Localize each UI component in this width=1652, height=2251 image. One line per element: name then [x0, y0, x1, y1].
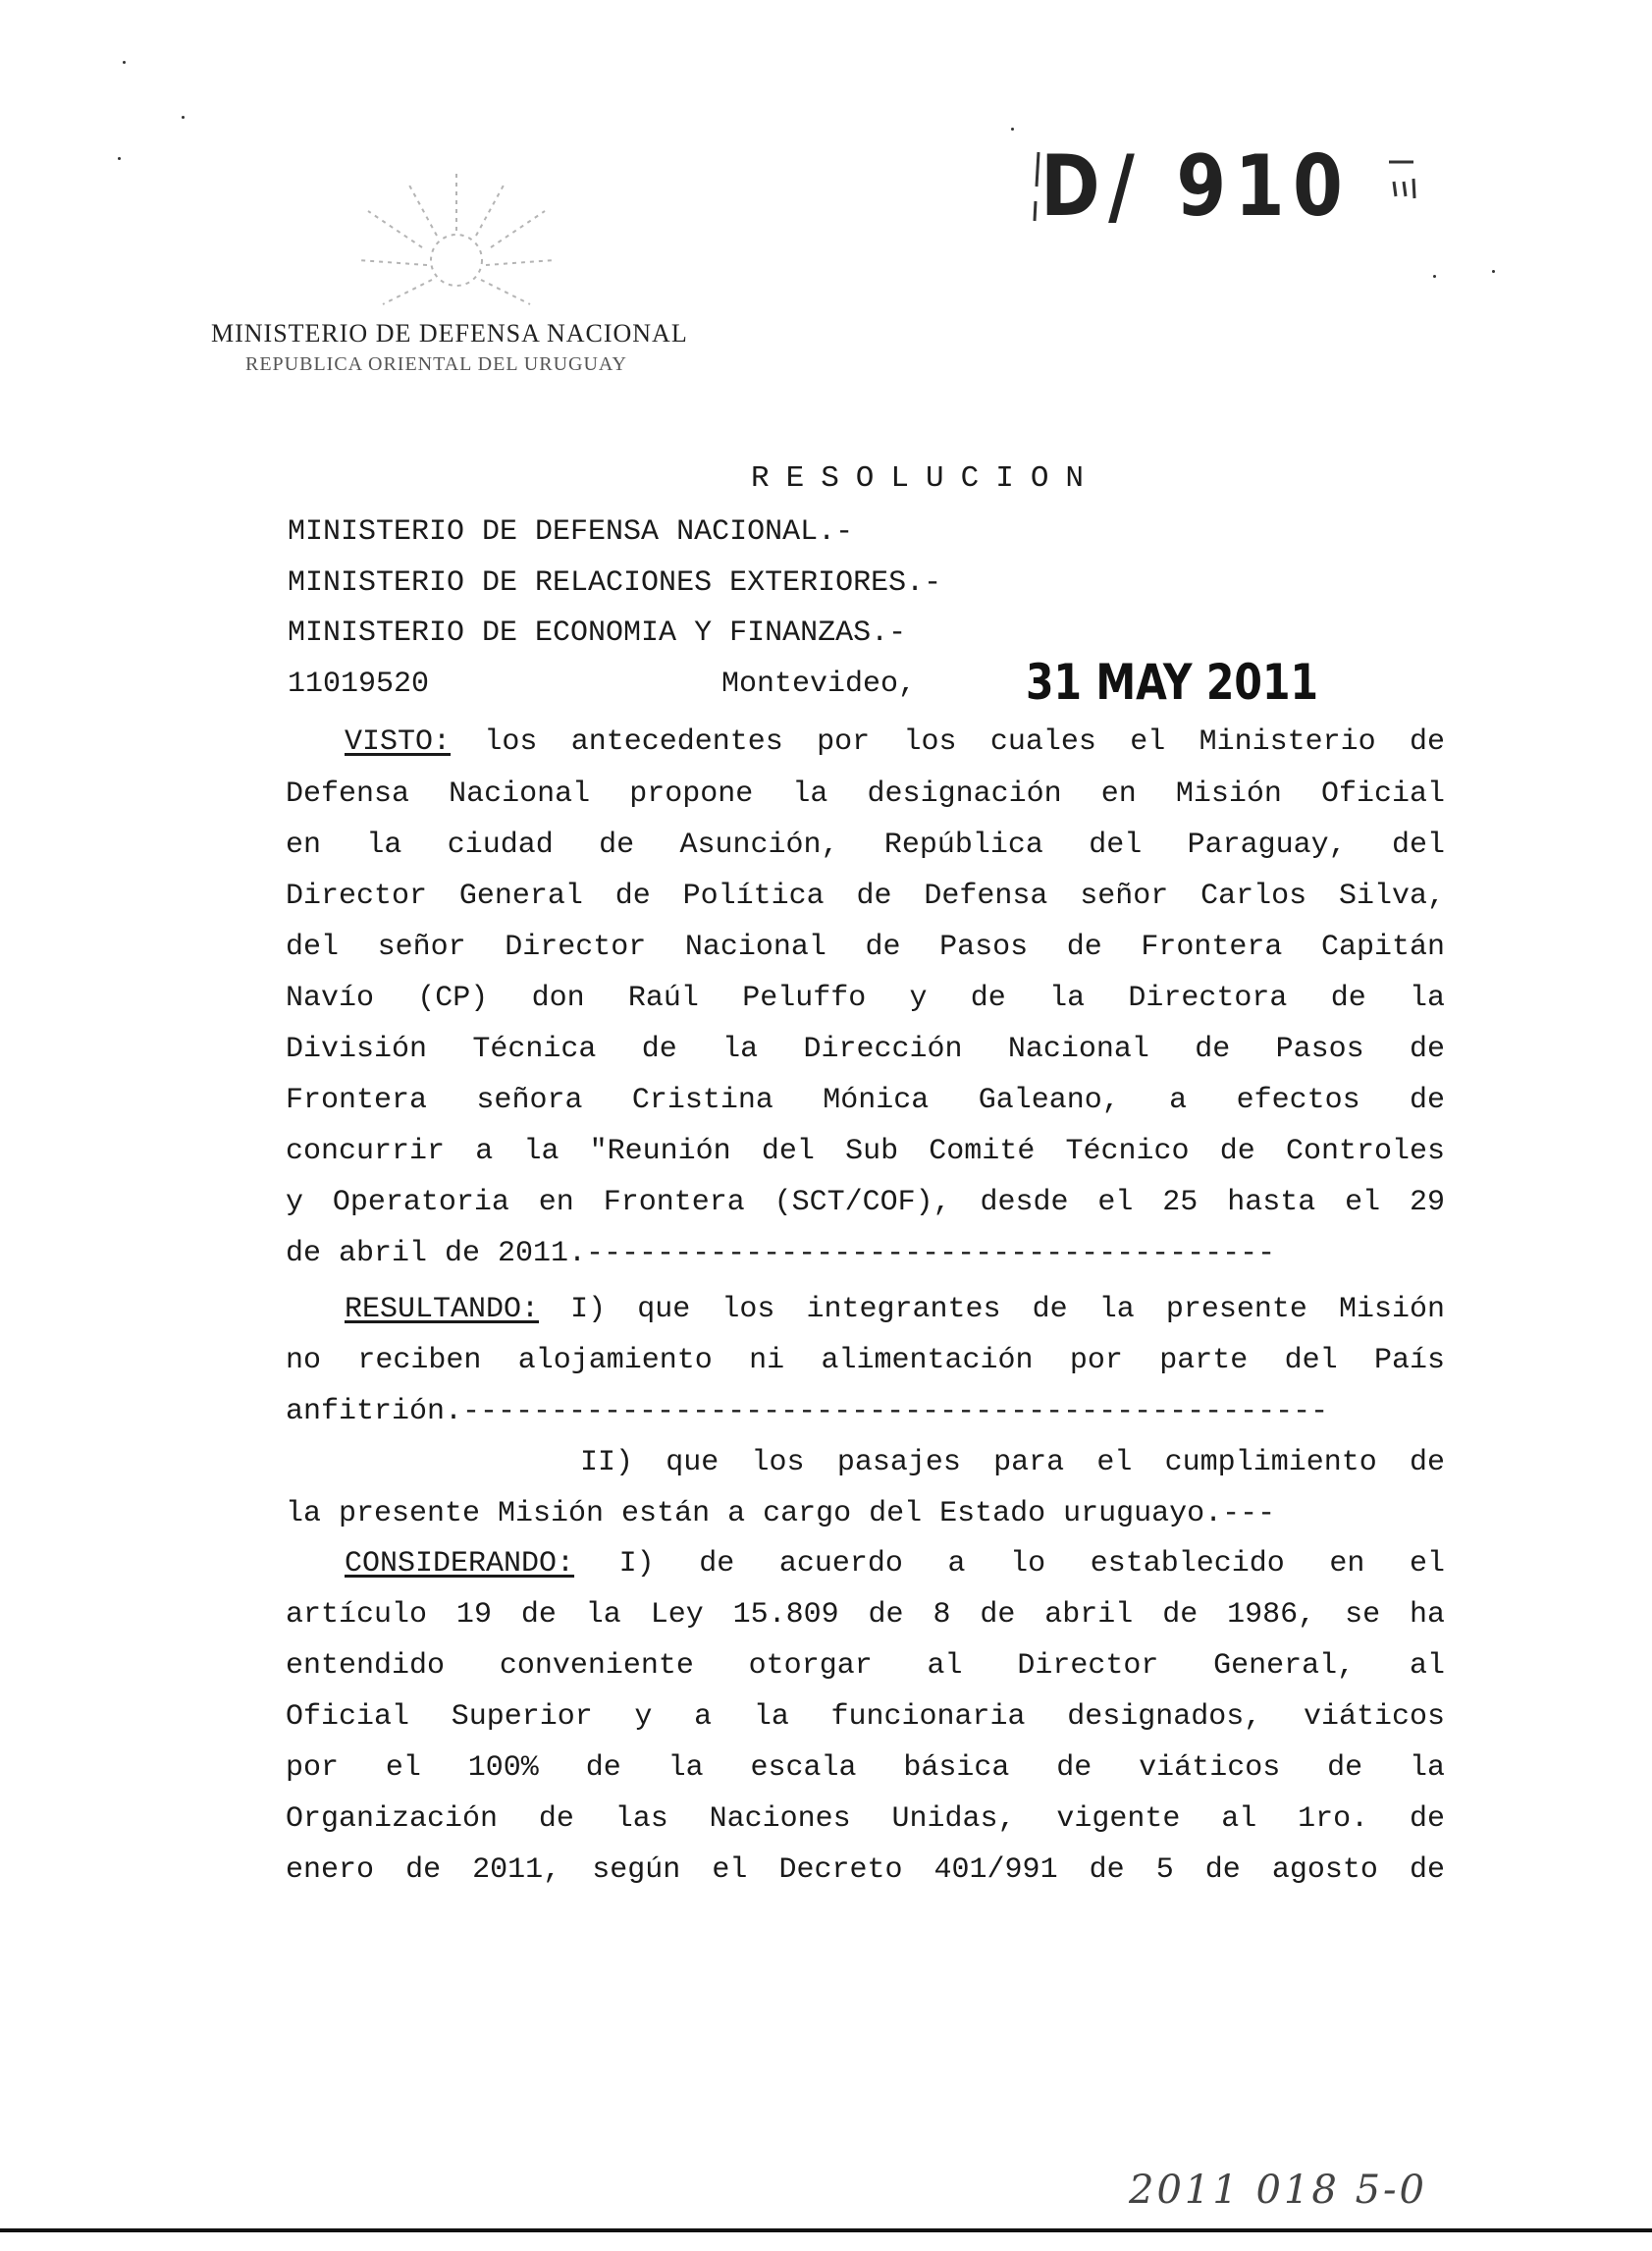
resultando-line: RESULTANDO: I) que los integrantes de la presente Misión	[345, 1293, 1445, 1326]
file-number: 11019520	[288, 668, 430, 701]
scan-speck	[123, 61, 126, 64]
resultando-line: no reciben alojamiento ni alimentación por parte del País	[286, 1344, 1445, 1377]
resultando-line: anfitrión.-------------------------------------------------	[286, 1395, 1329, 1428]
considerando-line: CONSIDERANDO: I) de acuerdo a lo establecido en el	[345, 1547, 1445, 1581]
considerando-line: artículo 19 de la Ley 15.809 de 8 de abril de 1986, se ha	[286, 1598, 1445, 1632]
resolution-stamp-number: D/ 910	[1040, 137, 1352, 236]
scan-speck	[182, 116, 185, 119]
handwritten-note: 2011 018 5-0	[1129, 2168, 1427, 2213]
ministry-line: MINISTERIO DE RELACIONES EXTERIORES.-	[288, 566, 942, 600]
visto-line: VISTO: los antecedentes por los cuales el Ministerio de	[345, 725, 1445, 759]
letterhead-ministry: MINISTERIO DE DEFENSA NACIONAL	[211, 319, 688, 348]
visto-line: y Operatoria en Frontera (SCT/COF), desde el 25 hasta el 29	[286, 1186, 1445, 1219]
sun-of-may-seal-icon	[339, 157, 574, 314]
visto-line: en la ciudad de Asunción, República del Paraguay, del	[286, 829, 1445, 862]
scan-speck	[118, 157, 121, 160]
scan-speck	[1433, 275, 1436, 278]
scan-speck	[1492, 270, 1495, 273]
resultando-line: la presente Misión están a cargo del Estado uruguayo.---	[286, 1497, 1276, 1530]
visto-line: concurrir a la "Reunión del Sub Comité Técnico de Controles	[286, 1135, 1445, 1168]
visto-line: del señor Director Nacional de Pasos de Frontera Capitán	[286, 931, 1445, 964]
considerando-line: por el 100% de la escala básica de viáticos de la	[286, 1751, 1445, 1785]
resultando-label: RESULTANDO:	[345, 1293, 540, 1326]
visto-line: Director General de Política de Defensa señor Carlos Silva,	[286, 880, 1445, 913]
ministry-line: MINISTERIO DE DEFENSA NACIONAL.-	[288, 515, 854, 549]
visto-line: de abril de 2011.---------------------------------------	[286, 1237, 1276, 1270]
visto-line: Navío (CP) don Raúl Peluffo y de la Directora de la	[286, 982, 1445, 1015]
visto-line: Defensa Nacional propone la designación en Misión Oficial	[286, 777, 1445, 811]
visto-line: División Técnica de la Dirección Nacional de Pasos de	[286, 1033, 1445, 1066]
place-label: Montevideo,	[721, 668, 917, 701]
scan-speck	[1011, 128, 1014, 131]
resultando-line: II) que los pasajes para el cumplimiento de	[580, 1446, 1445, 1479]
considerando-label: CONSIDERANDO:	[345, 1547, 575, 1581]
resolution-heading: RESOLUCION	[751, 461, 1101, 496]
considerando-line: Oficial Superior y a la funcionaria designados, viáticos	[286, 1700, 1445, 1734]
ministry-line: MINISTERIO DE ECONOMIA Y FINANZAS.-	[288, 616, 907, 650]
considerando-line: entendido conveniente otorgar al Director General, al	[286, 1649, 1445, 1683]
bottom-rule	[0, 2228, 1652, 2232]
stamp-marks	[991, 128, 1482, 295]
visto-line: Frontera señora Cristina Mónica Galeano, a efectos de	[286, 1084, 1445, 1117]
letterhead-republic: REPUBLICA ORIENTAL DEL URUGUAY	[245, 353, 627, 375]
considerando-line: enero de 2011, según el Decreto 401/991 de 5 de agosto de	[286, 1853, 1445, 1887]
considerando-line: Organización de las Naciones Unidas, vigente al 1ro. de	[286, 1802, 1445, 1836]
visto-label: VISTO:	[345, 725, 452, 759]
date-stamp: 31 MAY 2011	[1026, 654, 1319, 711]
